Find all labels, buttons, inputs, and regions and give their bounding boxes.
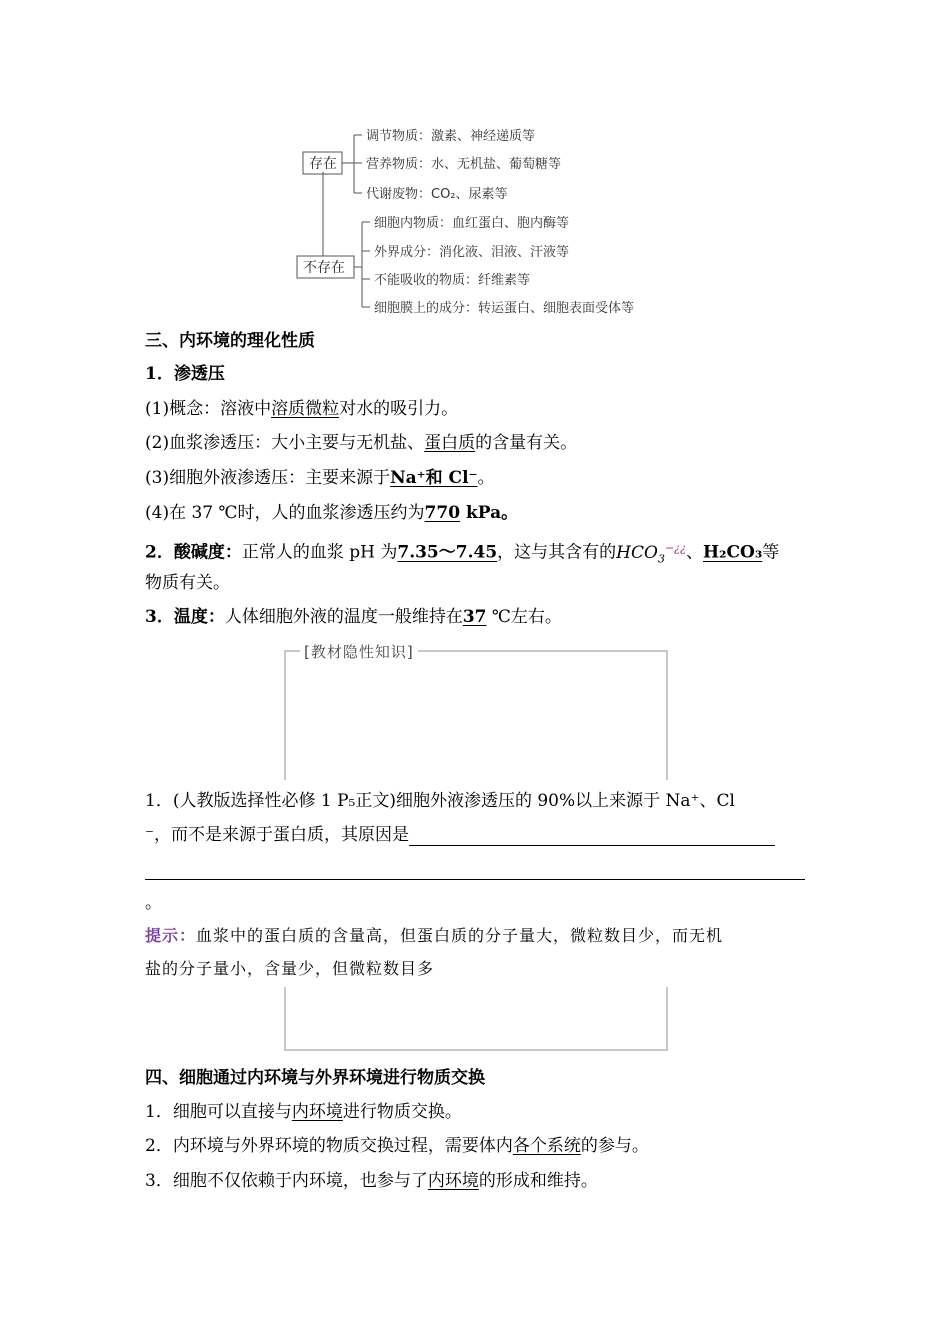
- bicarbonate-formula: $HCO_3^{-¿¿}$: [616, 541, 686, 566]
- plasma-osmotic-pressure: (2)血浆渗透压：大小主要与无机盐、蛋白质的含量有关。: [145, 433, 578, 453]
- hint-line-1: 提示：血浆中的蛋白质的含量高，但蛋白质的分子量大，微粒数目少，而无机: [145, 926, 724, 945]
- section3-heading: 三、内环境的理化性质: [145, 331, 315, 351]
- plasma-pressure-value: (4)在 37 ℃时，人的血浆渗透压约为770 kPa。: [145, 503, 519, 523]
- classification-diagram: [0, 0, 950, 330]
- knowledge-box-title: [教材隐性知识]: [300, 641, 418, 662]
- question-line-2: ⁻，而不是来源于蛋白质，其原因是: [145, 824, 775, 846]
- answer-blank[interactable]: [145, 859, 805, 880]
- exists-item: 营养物质：水、无机盐、葡萄糖等: [366, 157, 562, 172]
- not-exists-item: 细胞内物质：血红蛋白、胞内酶等: [374, 216, 570, 231]
- not-exists-item: 细胞膜上的成分：转运蛋白、细胞表面受体等: [374, 301, 635, 316]
- section4-item-3: 3．细胞不仅依赖于内环境，也参与了内环境的形成和维持。: [145, 1171, 598, 1191]
- osmotic-pressure-title: 1．渗透压: [145, 364, 225, 384]
- osmotic-concept: (1)概念：溶液中溶质微粒对水的吸引力。: [145, 399, 459, 419]
- exists-item: 代谢废物：CO₂、尿素等: [366, 187, 508, 202]
- exists-label: 存在: [309, 156, 337, 172]
- answer-blank[interactable]: [409, 825, 775, 846]
- section4-heading: 四、细胞通过内环境与外界环境进行物质交换: [145, 1068, 485, 1088]
- hint-line-2: 盐的分子量小，含量少，但微粒数目多: [145, 959, 435, 978]
- temperature-line: 3．温度：人体细胞外液的温度一般维持在37 ℃左右。: [145, 607, 562, 627]
- question-end: 。: [145, 893, 162, 913]
- ph-line-cont: 物质有关。: [145, 573, 230, 593]
- not-exists-label: 不存在: [303, 260, 345, 276]
- not-exists-item: 不能吸收的物质：纤维素等: [374, 273, 531, 288]
- hint-label: 提示：: [145, 926, 197, 945]
- extracellular-osmotic-pressure: (3)细胞外液渗透压：主要来源于Na⁺和 Cl⁻。: [145, 468, 495, 488]
- section4-item-2: 2．内环境与外界环境的物质交换过程，需要体内各个系统的参与。: [145, 1136, 649, 1156]
- question-line-1: 1．(人教版选择性必修 1 P₅正文)细胞外液渗透压的 90%以上来源于 Na⁺、Cl: [145, 791, 735, 811]
- exists-item: 调节物质：激素、神经递质等: [366, 129, 536, 144]
- section4-item-1: 1．细胞可以直接与内环境进行物质交换。: [145, 1102, 462, 1122]
- question-line-3: [145, 858, 805, 880]
- not-exists-item: 外界成分：消化液、泪液、汗液等: [374, 245, 570, 260]
- ph-line: 2．酸碱度：正常人的血浆 pH 为7.35～7.45，这与其含有的$HCO_3^{-¿¿}$、H₂CO₃等: [145, 541, 780, 566]
